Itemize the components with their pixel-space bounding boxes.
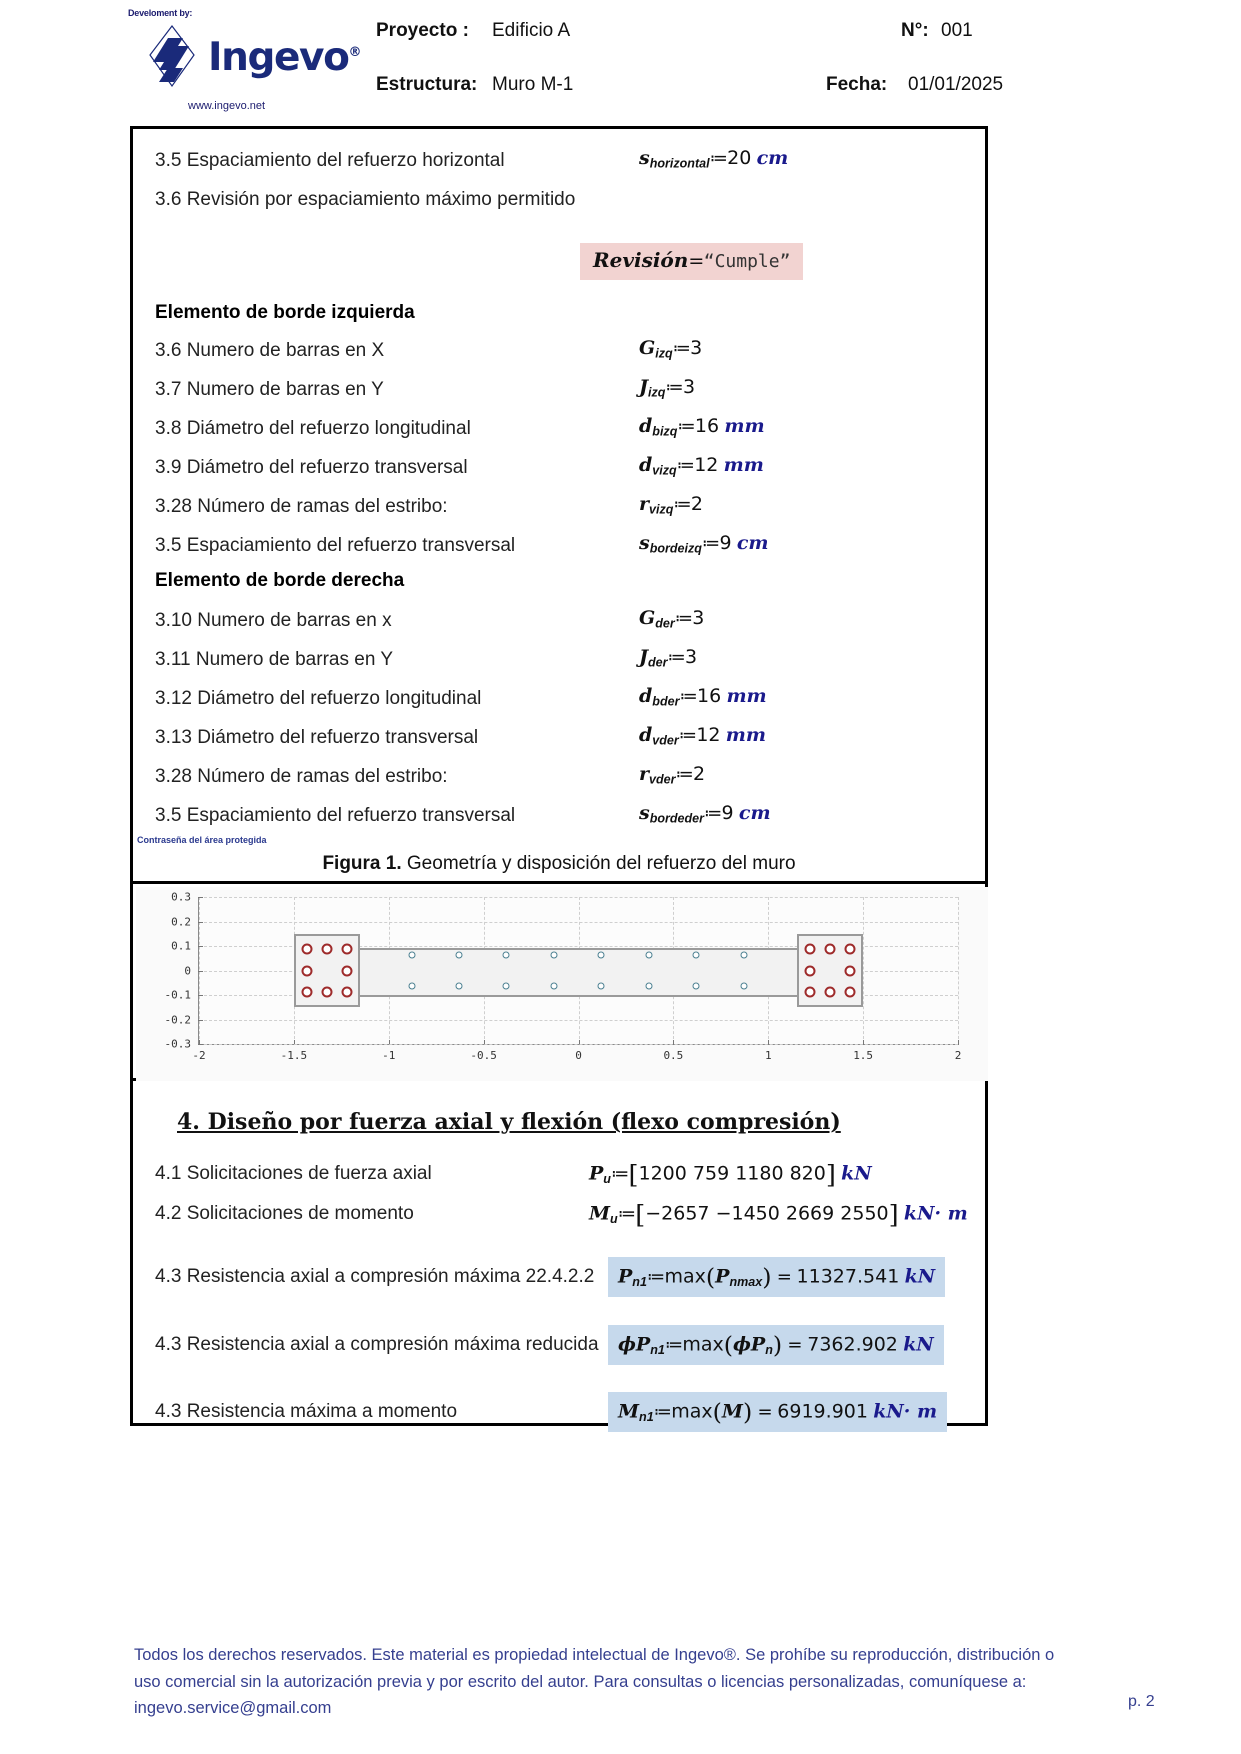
matrix-open-bracket: [ <box>628 1160 639 1190</box>
rebar-marker <box>342 965 353 976</box>
row-J-izq <box>133 372 985 411</box>
open-paren: ( <box>712 1398 722 1426</box>
close-paren: ) <box>742 1398 753 1426</box>
variable-subscript: vder <box>649 772 676 787</box>
variable-subscript: u <box>603 1172 611 1187</box>
revision-row <box>133 221 985 297</box>
variable-subscript: vizq <box>652 463 677 478</box>
variable-subscript: u <box>610 1212 618 1227</box>
rebar-marker <box>844 987 855 998</box>
proyecto-label: Proyecto : <box>376 20 469 41</box>
row-label-pn1: 4.3 Resistencia axial a compresión máxima 22.4.2.2 <box>155 1266 595 1287</box>
row-expression <box>639 147 788 171</box>
developed-by-label: Develoment by: <box>128 8 193 18</box>
variable-subscript: izq <box>648 385 666 400</box>
rebar-marker <box>503 952 510 959</box>
rebar-marker <box>844 943 855 954</box>
rebar-marker <box>740 982 747 989</box>
argument-symbol: P <box>715 1265 730 1288</box>
result-box-mn1 <box>608 1392 947 1432</box>
rebar-marker <box>824 943 835 954</box>
unit: cm <box>756 147 789 169</box>
y-tick-label: -0.1 <box>164 988 191 1002</box>
variable-symbol: P <box>589 1162 604 1185</box>
rebar-marker <box>844 965 855 976</box>
row-s-bordeizq <box>133 528 985 567</box>
row-expression <box>639 454 764 478</box>
x-tick-label: 1.5 <box>853 1049 874 1062</box>
x-tick-label: 2 <box>954 1049 962 1062</box>
figure-caption-bold: Figura 1. <box>322 853 402 874</box>
revision-variable: Revisión <box>593 248 689 272</box>
web-rectangle <box>360 948 796 996</box>
footer-line-2: uso comercial sin la autorización previa y por escrito del autor. Para consultas o licencias personalizadas, comuníquese a: <box>134 1672 1027 1691</box>
y-tickmark <box>198 971 203 972</box>
value: 16 <box>694 415 720 437</box>
left-boundary-heading: Elemento de borde izquierda <box>155 302 415 323</box>
variable-symbol: M <box>589 1202 611 1225</box>
variable-subscript: der <box>655 616 675 631</box>
assign-operator: ≔ <box>664 1334 683 1356</box>
variable-symbol: r <box>639 493 650 515</box>
result-value: 6919.901 <box>777 1400 868 1423</box>
unit: mm <box>724 415 765 437</box>
result-value: 7362.902 <box>807 1333 898 1356</box>
row-expression <box>639 337 702 361</box>
brand-logo-block <box>128 8 361 118</box>
revision-equals: = <box>688 250 704 272</box>
row-dv-izq <box>133 450 985 489</box>
variable-subscript: bordeder <box>649 811 705 826</box>
row-expression <box>639 724 766 748</box>
rebar-marker <box>804 943 815 954</box>
variable-symbol: J <box>639 646 648 668</box>
value: 2 <box>693 763 706 785</box>
numero-value: 001 <box>941 20 973 41</box>
rebar-marker <box>598 982 605 989</box>
ingevo-diamond-icon <box>138 24 206 90</box>
rebar-marker <box>645 982 652 989</box>
assign-operator: ≔ <box>653 1401 672 1423</box>
close-paren: ) <box>772 1331 783 1359</box>
value: 9 <box>721 802 734 824</box>
variable-symbol: d <box>639 454 653 476</box>
variable-symbol: s <box>639 147 650 169</box>
unit: kN <box>903 1333 934 1356</box>
figure-caption-text: Geometría y disposición del refuerzo del muro <box>401 853 796 874</box>
rebar-marker <box>645 952 652 959</box>
assign-operator: ≔ <box>646 1266 665 1288</box>
rebar-marker <box>408 952 415 959</box>
gridline-horizontal <box>199 1044 958 1045</box>
assign-operator: ≔ <box>678 725 697 746</box>
row-expression <box>639 685 767 709</box>
y-tickmark <box>198 995 203 996</box>
rebar-marker <box>503 982 510 989</box>
result-box-phipn1 <box>608 1325 944 1365</box>
open-paren: ( <box>705 1263 716 1291</box>
assign-operator: ≔ <box>701 533 720 554</box>
row-label-mu: 4.2 Solicitaciones de momento <box>155 1203 414 1224</box>
footer-line-3: ingevo.service@gmail.com <box>134 1699 332 1718</box>
row-label: 3.8 Diámetro del refuerzo longitudinal <box>155 418 471 439</box>
assign-operator: ≔ <box>679 686 697 707</box>
value: 16 <box>696 685 722 707</box>
row-db-der <box>133 681 985 720</box>
figure-panel <box>130 881 988 1081</box>
assign-operator: ≔ <box>665 377 683 398</box>
variable-subscript: vizq <box>649 502 674 517</box>
unit: kN <box>841 1162 872 1185</box>
row-expression <box>639 802 771 826</box>
row-expression-mu <box>589 1200 968 1230</box>
y-tick-label: 0 <box>184 964 191 977</box>
x-tick-label: 0.5 <box>663 1049 684 1062</box>
x-tick-label: 0 <box>575 1049 582 1062</box>
row-label: 3.6 Numero de barras en X <box>155 340 385 361</box>
row-label-phipn1: 4.3 Resistencia axial a compresión máxima reducida <box>155 1334 599 1355</box>
y-tick-label: 0.2 <box>171 915 191 928</box>
row-expression <box>639 376 695 400</box>
assign-operator: ≔ <box>667 647 686 668</box>
unit: mm <box>726 685 767 707</box>
row-db-izq <box>133 411 985 450</box>
argument-symbol: ϕP <box>733 1333 766 1356</box>
right-boundary-heading: Elemento de borde derecha <box>155 570 405 591</box>
variable-subscript: izq <box>655 346 673 361</box>
matrix-values: 1200 759 1180 820 <box>638 1162 826 1185</box>
variable-subscript: n1 <box>639 1410 654 1425</box>
variable-symbol: s <box>639 532 650 554</box>
row-label: 3.9 Diámetro del refuerzo transversal <box>155 457 468 478</box>
rebar-marker <box>740 952 747 959</box>
brand-registered-mark: ® <box>348 44 361 60</box>
y-tickmark <box>198 1044 203 1045</box>
row-revision-check <box>133 182 985 221</box>
variable-subscript: bizq <box>652 424 678 439</box>
assign-operator: ≔ <box>674 608 693 629</box>
equals-operator: = <box>752 1401 778 1423</box>
row-expression-pu <box>589 1160 872 1190</box>
unit: cm <box>736 532 769 554</box>
x-tick-label: -2 <box>192 1049 206 1062</box>
page-number: p. 2 <box>1128 1693 1155 1710</box>
rebar-marker <box>693 952 700 959</box>
y-tickmark <box>198 1020 203 1021</box>
rebar-marker <box>693 982 700 989</box>
rebar-marker <box>408 982 415 989</box>
variable-symbol: d <box>639 724 653 746</box>
row-label: 3.5 Espaciamiento del refuerzo transversal <box>155 805 516 826</box>
row-label-mn1: 4.3 Resistencia máxima a momento <box>155 1401 458 1422</box>
unit: kN· m <box>873 1400 938 1423</box>
brand-name: Ingevo® <box>208 34 361 80</box>
variable-symbol: J <box>639 376 648 398</box>
gridline-horizontal <box>199 922 958 923</box>
row-dv-der <box>133 720 985 759</box>
result-value: 11327.541 <box>796 1265 900 1288</box>
close-paren: ) <box>762 1263 772 1291</box>
row-r-izq <box>133 489 985 528</box>
value: 3 <box>690 337 703 359</box>
row-expression <box>639 415 765 439</box>
unit: mm <box>723 454 764 476</box>
row-label: 3.28 Número de ramas del estribo: <box>155 496 448 517</box>
rebar-marker <box>322 943 333 954</box>
estructura-value: Muro M-1 <box>492 74 574 95</box>
variable-symbol: r <box>639 763 650 785</box>
rebar-marker <box>342 943 353 954</box>
row-s-horizontal <box>133 143 985 182</box>
argument-subscript: nmax <box>729 1275 763 1290</box>
rebar-marker <box>302 943 313 954</box>
x-tick-label: -1 <box>382 1049 396 1062</box>
variable-subscript: der <box>648 655 668 670</box>
row-label-pu: 4.1 Solicitaciones de fuerza axial <box>155 1163 432 1184</box>
x-tick-label: -1.5 <box>280 1049 308 1062</box>
row-label: 3.11 Numero de barras en Y <box>155 649 393 670</box>
rebar-marker <box>455 982 462 989</box>
section3-panel <box>130 126 988 881</box>
x-tick-label: 1 <box>764 1049 772 1062</box>
right-boundary-heading-row <box>133 567 985 603</box>
fecha-value: 01/01/2025 <box>908 74 1004 95</box>
value: 20 <box>727 147 752 169</box>
function-name: max <box>682 1333 724 1356</box>
assign-operator: ≔ <box>677 416 695 437</box>
matrix-open-bracket: [ <box>635 1200 646 1230</box>
estructura-label: Estructura: <box>376 74 478 95</box>
function-name: max <box>664 1265 706 1288</box>
assign-operator: ≔ <box>704 803 722 824</box>
variable-subscript: n1 <box>632 1275 647 1290</box>
row-expression <box>639 646 697 670</box>
rebar-marker <box>550 982 557 989</box>
gridline-horizontal <box>199 897 958 898</box>
argument-subscript: n <box>765 1343 773 1358</box>
matrix-close-bracket: ] <box>888 1200 899 1230</box>
plot-area <box>164 890 962 1062</box>
variable-symbol: ϕP <box>618 1333 651 1356</box>
unit: kN <box>904 1265 936 1288</box>
logo-row <box>138 24 360 90</box>
figure-caption <box>133 853 985 875</box>
variable-symbol: d <box>639 685 653 707</box>
y-tickmark <box>198 946 203 947</box>
value: 3 <box>685 646 698 668</box>
row-label: 3.5 Espaciamiento del refuerzo transversal <box>155 535 516 556</box>
value: 2 <box>690 493 704 515</box>
variable-symbol: G <box>639 607 656 629</box>
row-G-der <box>133 603 985 642</box>
value: 3 <box>682 376 696 398</box>
x-tickmark <box>958 1040 959 1045</box>
brand-website: www.ingevo.net <box>188 100 266 112</box>
row-label: 3.10 Numero de barras en x <box>155 610 392 631</box>
variable-subscript: n1 <box>650 1343 665 1358</box>
left-boundary-heading-row <box>133 297 985 333</box>
variable-subscript: horizontal <box>649 156 710 171</box>
function-name: max <box>671 1400 713 1423</box>
rebar-marker <box>342 987 353 998</box>
row-label: 3.28 Número de ramas del estribo: <box>155 766 448 787</box>
y-tick-label: -0.2 <box>164 1013 191 1026</box>
rebar-marker <box>598 952 605 959</box>
page-header <box>0 0 1241 122</box>
open-paren: ( <box>723 1331 734 1359</box>
unit: cm <box>738 802 771 824</box>
footer-line-1: Todos los derechos reservados. Este material es propiedad intelectual de Ingevo®. Se prohíbe su reproducción, distribución o <box>134 1646 1055 1664</box>
unit: mm <box>725 724 766 746</box>
value: 12 <box>694 454 719 476</box>
row-expression <box>639 532 769 556</box>
numero-label: N°: <box>901 20 929 41</box>
equals-operator: = <box>771 1266 797 1288</box>
rebar-marker <box>302 987 313 998</box>
row-label: 3.13 Diámetro del refuerzo transversal <box>155 727 479 748</box>
assign-operator: ≔ <box>673 494 691 515</box>
variable-symbol: M <box>618 1400 640 1423</box>
rebar-marker <box>550 952 557 959</box>
assign-operator: ≔ <box>709 148 728 169</box>
row-s-bordeder <box>133 798 985 837</box>
rebar-marker <box>804 987 815 998</box>
rebar-marker <box>322 987 333 998</box>
result-box-pn1 <box>608 1257 945 1297</box>
value: 12 <box>696 724 721 746</box>
argument-symbol: M <box>721 1400 743 1423</box>
row-J-der <box>133 642 985 681</box>
rebar-marker <box>455 952 462 959</box>
rebar-marker <box>804 965 815 976</box>
section4-panel <box>130 1081 988 1426</box>
row-G-izq <box>133 333 985 372</box>
matrix-values: −2657 −1450 2669 2550 <box>645 1202 889 1225</box>
row-label: 3.7 Numero de barras en Y <box>155 379 384 400</box>
y-tick-label: -0.3 <box>164 1037 191 1051</box>
gridline-vertical <box>958 897 959 1044</box>
protected-area-watermark: Contraseña del área protegida <box>137 835 267 845</box>
variable-symbol: d <box>639 415 653 437</box>
x-tick-label: -0.5 <box>470 1049 497 1062</box>
assign-operator: ≔ <box>610 1163 629 1185</box>
section4-title: 4. Diseño por fuerza axial y flexión (flexo compresión) <box>177 1109 841 1135</box>
row-expression <box>639 607 704 631</box>
row-label: 3.12 Diámetro del refuerzo longitudinal <box>155 688 482 709</box>
revision-value: “Cumple” <box>703 251 791 272</box>
variable-subscript: bordeizq <box>649 541 702 556</box>
variable-symbol: s <box>639 802 650 824</box>
gridline-horizontal <box>199 1020 958 1021</box>
assign-operator: ≔ <box>676 455 695 476</box>
copyright-footer <box>134 1642 1084 1722</box>
fecha-label: Fecha: <box>826 74 888 95</box>
variable-subscript: vder <box>652 733 679 748</box>
equals-operator: = <box>782 1334 808 1356</box>
y-tick-label: 0.1 <box>171 939 191 953</box>
value: 3 <box>692 607 705 629</box>
variable-symbol: P <box>618 1265 633 1288</box>
row-label: 3.6 Revisión por espaciamiento máximo permitido <box>155 189 576 210</box>
matrix-close-bracket: ] <box>825 1160 836 1190</box>
y-tickmark <box>198 922 203 923</box>
variable-symbol: G <box>639 337 656 359</box>
proyecto-value: Edificio A <box>492 20 571 41</box>
rebar-marker <box>302 965 313 976</box>
revision-result-box <box>580 243 803 280</box>
value: 9 <box>719 532 732 554</box>
assign-operator: ≔ <box>675 764 694 785</box>
wall-section-plot <box>136 887 988 1081</box>
y-tickmark <box>198 897 203 898</box>
row-r-der <box>133 759 985 798</box>
unit: kN· m <box>903 1202 968 1225</box>
assign-operator: ≔ <box>672 338 691 359</box>
assign-operator: ≔ <box>617 1203 636 1225</box>
y-tick-label: 0.3 <box>171 890 191 904</box>
row-expression <box>639 493 703 517</box>
row-expression <box>639 763 705 787</box>
rebar-marker <box>824 987 835 998</box>
variable-subscript: bder <box>652 694 680 709</box>
row-label: 3.5 Espaciamiento del refuerzo horizontal <box>155 150 505 171</box>
